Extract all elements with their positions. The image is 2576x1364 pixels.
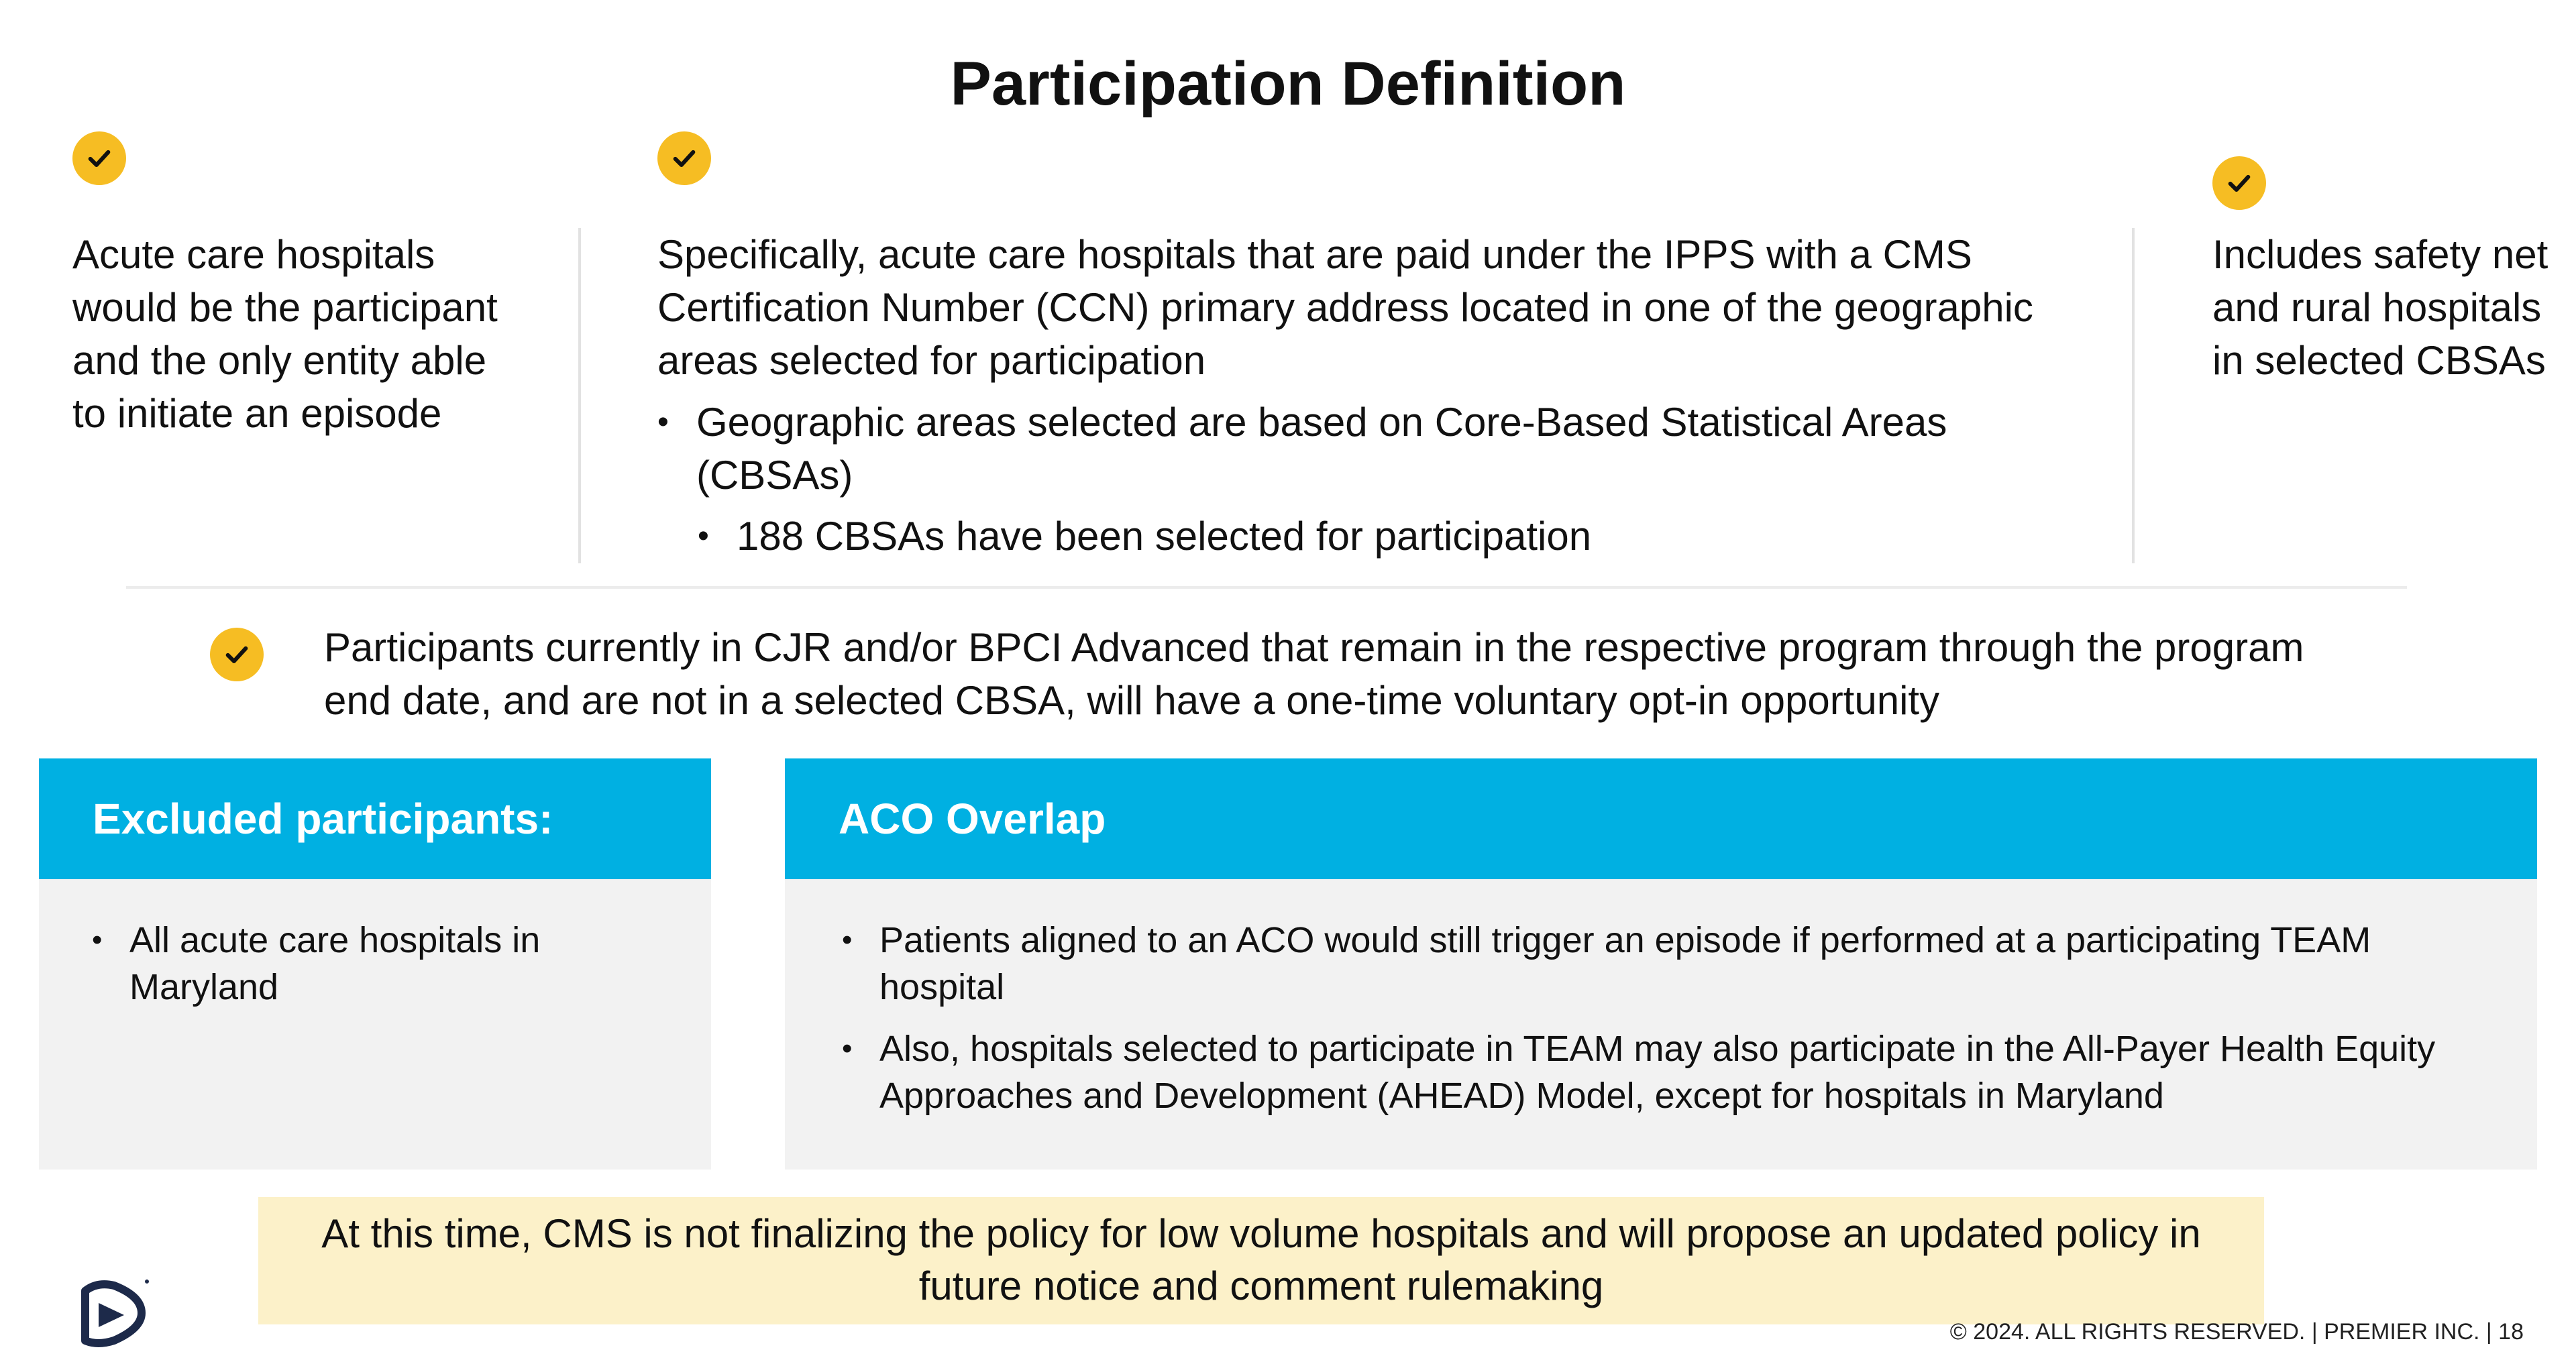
column-divider bbox=[578, 228, 581, 563]
section-divider bbox=[126, 586, 2407, 589]
excluded-bullet-1 bbox=[92, 917, 653, 1011]
bullet-icon: • bbox=[657, 404, 669, 440]
right-column-text: Includes safety net and rural hospitals in selected CBSAs bbox=[2212, 232, 2548, 383]
middle-bullet-2 bbox=[698, 510, 2078, 563]
bullet-icon: • bbox=[842, 923, 853, 956]
excluded-participants-panel bbox=[39, 879, 711, 1170]
middle-column-text: Specifically, acute care hospitals that are paid under the IPPS with a CMS Certification Number (CCN) primary address located in one of the geographic areas selected for participation bbox=[657, 232, 2033, 383]
aco-bullet-2 bbox=[842, 1025, 2489, 1119]
aco-bullet-1 bbox=[842, 917, 2489, 1011]
opt-in-text: Participants currently in CJR and/or BPCI Advanced that remain in the respective program through the program end date, and are not in a selected CBSA, will have a one-time voluntary opt-in opportunity bbox=[324, 625, 2304, 723]
column-divider bbox=[2132, 228, 2135, 563]
aco-overlap-panel bbox=[785, 879, 2537, 1170]
bullet-icon: • bbox=[92, 923, 103, 956]
checkmark-icon bbox=[72, 131, 126, 185]
low-volume-note: At this time, CMS is not finalizing the policy for low volume hospitals and will propose an updated policy in future notice and comment rulemaking bbox=[258, 1197, 2264, 1324]
excluded-bullet-1-text: All acute care hospitals in Maryland bbox=[129, 920, 541, 1007]
footer-copyright: © 2024. ALL RIGHTS RESERVED. | PREMIER INC. | 18 bbox=[1949, 1319, 2524, 1345]
aco-bullet-1-text: Patients aligned to an ACO would still trigger an episode if performed at a participating TEAM hospital bbox=[879, 920, 2371, 1007]
middle-bullet-1-text: Geographic areas selected are based on Core-Based Statistical Areas (CBSAs) bbox=[696, 400, 1947, 498]
excluded-participants-header: Excluded participants: bbox=[39, 758, 711, 879]
bullet-icon: • bbox=[842, 1032, 853, 1065]
checkmark-icon bbox=[657, 131, 711, 185]
middle-bullet-1 bbox=[657, 396, 2078, 502]
premier-logo bbox=[77, 1276, 151, 1350]
checkmark-icon bbox=[210, 628, 264, 681]
bullet-icon: • bbox=[698, 518, 709, 554]
left-column-text: Acute care hospitals would be the participant and the only entity able to initiate an episode bbox=[72, 232, 498, 436]
page-title: Participation Definition bbox=[950, 50, 1626, 118]
middle-bullet-2-text: 188 CBSAs have been selected for participation bbox=[737, 514, 1592, 559]
aco-bullet-2-text: Also, hospitals selected to participate in TEAM may also participate in the All-Payer Health Equity Approaches and Development (AHEAD) Model, except for hospitals in Maryland bbox=[879, 1029, 2436, 1116]
checkmark-icon bbox=[2212, 156, 2266, 210]
aco-overlap-header: ACO Overlap bbox=[785, 758, 2537, 879]
